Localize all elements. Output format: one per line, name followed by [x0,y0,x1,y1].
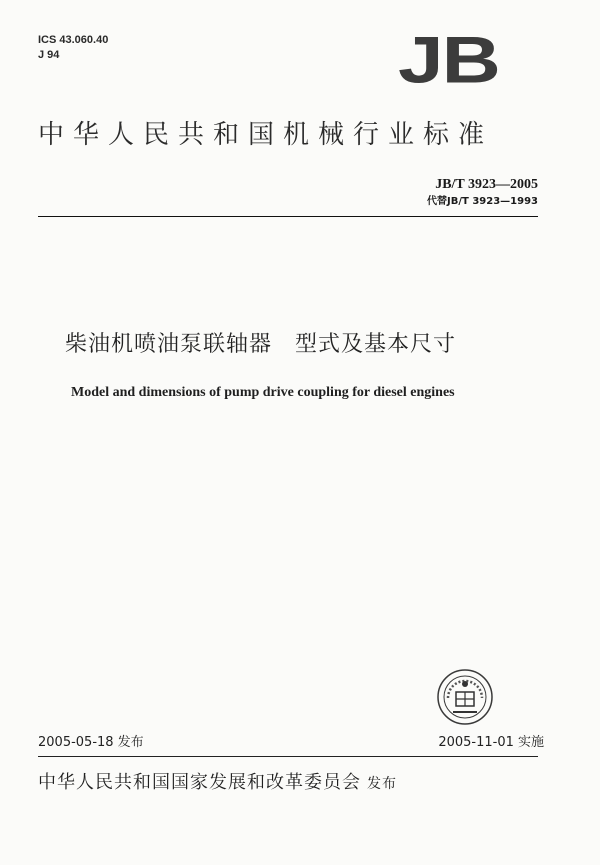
emblem-seal-icon [436,668,494,726]
title-chinese: 柴油机喷油泵联轴器 型式及基本尺寸 [65,332,457,357]
publish-date: 2005-05-18 发布 [38,735,144,750]
classification-code: J 94 [38,49,60,61]
top-divider [38,216,538,217]
standard-type-heading: 中华人民共和国机械行业标准 [38,120,494,150]
standard-number: JB/T 3923—2005 [435,177,538,192]
jb-logo: JB [398,24,499,97]
ics-code: ICS 43.060.40 [38,34,109,46]
title-english: Model and dimensions of pump drive coupling for diesel engines [71,385,455,400]
replaced-standard: 代替JB/T 3923—1993 [427,196,538,207]
classification-block [38,33,108,63]
issuer-name: 中华人民共和国国家发展和改革委员会 [38,772,361,793]
effective-date: 2005-11-01 实施 [438,735,544,750]
bottom-divider [38,756,538,757]
issuing-authority [38,770,397,797]
issuer-suffix: 发布 [367,776,397,792]
